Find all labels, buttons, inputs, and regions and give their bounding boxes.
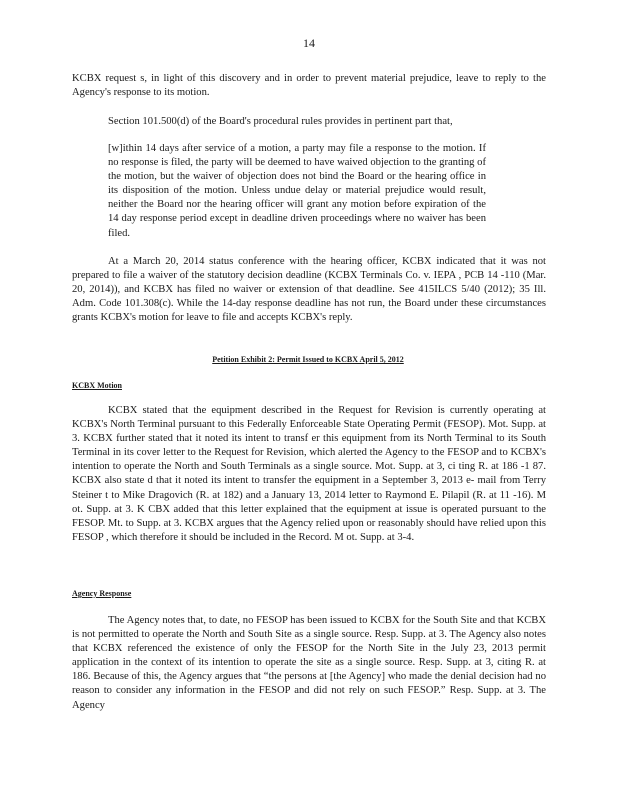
quote-text: [w]ithin 14 days after service of a motion, a party may file a response to the motion. If no response is filed, the party will be deemed to have waived objection to the granting of the motion, but the waiver of objection does not bind the Board or the hearing office in its disposition of the motion. Unless undue delay or material prejudice would result, neither the Board nor the hearing officer will grant any motion before expiration of the 14 day response period except in deadline driven proceedings where no waiver has been filed. [108,143,486,239]
response-text: The Agency notes that, to date, no FESOP has been issued to KCBX for the South Site and that KCBX is not permitted to operate the North and South Site as a single source. Resp. Supp. at 3. The Agency also notes that KCBX referenced the existence of only the FESOP for the North Site in the July 23, 2013 permit application in the context of its intention to operate the site as a single source. Resp. Supp. at 3, citing R. at 186. Because of this, the Agency argues that “the persons at [the Agency] who made the denial decision had no reason to consider any information in the FESOP and did not rely on such FESOP.” Resp. Supp. at 3. The Agency [72,615,546,711]
exhibit-heading: Petition Exhibit 2: Permit Issued to KCBX April 5, 2012 [212,355,404,364]
response-paragraph [72,614,546,713]
intro-text: KCBX request s, in light of this discovery and in order to prevent material prejudice, leave to reply to the Agency's response to its motion. [72,73,546,99]
march-paragraph [72,255,546,325]
intro-paragraph [72,72,546,100]
motion-text: KCBX stated that the equipment described in the Request for Revision is currently operating at KCBX's North Terminal pursuant to this Federally Enforceable State Operating Permit (FESOP). Mot. Supp. at 3. KCBX further stated that it noted its intent to transf er this equipment from its North Terminal to its South Terminal in its cover letter to the Request for Revision, which alerted the Agency to the FESOP and to KCBX's intention to operate the North and South Terminals as a single source. Mot. Supp. at 3, ci ting R. at 186 -1 87. KCBX also state d that it noted its intent to transfer the equipment in a September 3, 2013 e- mail from Terry Steiner t to Mike Dragovich (R. at 182) and a January 13, 2014 letter to Raymond E. Pilapil (R. at 11 -16). M ot. Supp. at 3. K CBX added that this letter explained that the equipment at issue is operated pursuant to the FESOP. Mt. to Supp. at 3. KCBX argues that the Agency relied upon or reasonably should have relied upon this FESOP , which therefore it should be included in the Record. M ot. Supp. at 3-4. [72,405,546,543]
response-heading: Agency Response [72,589,132,598]
page-number: 14 [303,36,315,50]
motion-paragraph [72,404,546,545]
march-text: At a March 20, 2014 status conference with the hearing officer, KCBX indicated that it was not prepared to file a waiver of the statutory decision deadline (KCBX Terminals Co. v. IEPA , PCB 14 -110 (Mar. 20, 2014)), and KCBX has filed no waiver or extension of that deadline. See 415ILCS 5/40 (2012); 35 Ill. Adm. Code 101.308(c). While the 14-day response deadline has not run, the Board under these circumstances grants KCBX's motion for leave to file and accepts KCBX's reply. [72,256,546,324]
section-paragraph [72,115,546,129]
motion-heading: KCBX Motion [72,381,122,390]
section-text: Section 101.500(d) of the Board's procedural rules provides in pertinent part that, [108,116,453,127]
block-quote [108,142,486,241]
